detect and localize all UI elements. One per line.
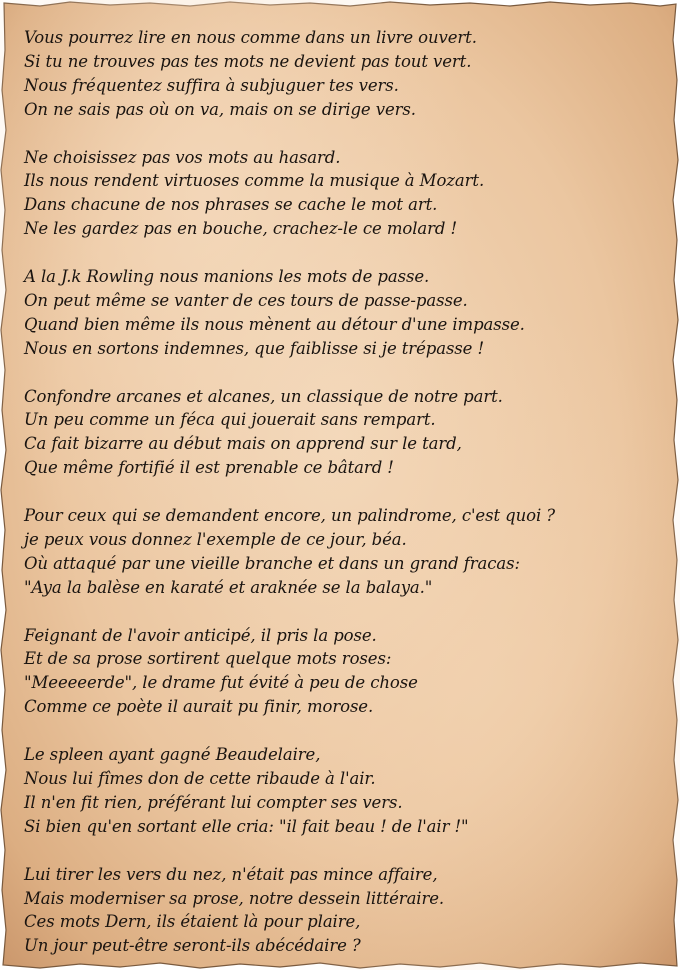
poem-verse: "Meeeeerde", le drame fut évité à peu de chose [24, 673, 418, 693]
poem-verse: Ils nous rendent virtuoses comme la musique à Mozart. [24, 171, 485, 191]
poem-stanza [24, 265, 664, 361]
poem-verse: Un peu comme un féca qui jouerait sans rempart. [24, 410, 436, 430]
poem-verse: Un jour peut-être seront-ils abécédaire ? [24, 936, 361, 956]
poem-verse: Feignant de l'avoir anticipé, il pris la pose. [24, 625, 377, 645]
poem-verse: Dans chacune de nos phrases se cache le mot art. [24, 195, 438, 215]
poem-verse: On ne sais pas où on va, mais on se dirige vers. [24, 99, 416, 119]
poem-stanza [24, 863, 664, 959]
poem-verse: Ne choisissez pas vos mots au hasard. [24, 147, 341, 167]
poem-stanza [24, 624, 664, 720]
poem-verse: Ne les gardez pas en bouche, crachez-le ce molard ! [24, 219, 458, 239]
poem-verse: Nous en sortons indemnes, que faiblisse si je trépasse ! [24, 338, 485, 358]
poem-stanza [24, 504, 664, 600]
poem-verse: A la J.k Rowling nous manions les mots de passe. [24, 267, 430, 287]
poem-verse: Le spleen ayant gagné Beaudelaire, [24, 745, 321, 765]
poem-verse: On peut même se vanter de ces tours de passe-passe. [24, 290, 468, 310]
poem-verse: je peux vous donnez l'exemple de ce jour, béa. [24, 529, 407, 549]
poem-verse: Ca fait bizarre au début mais on apprend sur le tard, [24, 434, 462, 454]
poem-verse: Quand bien même ils nous mènent au détour d'une impasse. [24, 314, 525, 334]
poem-verse: Nous fréquentez suffira à subjuguer tes vers. [24, 75, 399, 95]
poem-verse: "Aya la balèse en karaté et araknée se la balaya." [24, 577, 433, 597]
poem-verse: Comme ce poète il aurait pu finir, morose. [24, 697, 374, 717]
poem-verse: Nous lui fîmes don de cette ribaude à l'air. [24, 769, 376, 788]
poem-stanza [24, 743, 664, 839]
poem-verse: Lui tirer les vers du nez, n'était pas mince affaire, [24, 864, 438, 884]
poem-verse: Que même fortifié il est prenable ce bâtard ! [24, 458, 394, 478]
poem-stanza [24, 146, 664, 242]
poem-stanza [24, 26, 664, 122]
poem-verse: Si bien qu'en sortant elle cria: "il fait beau ! de l'air !" [24, 816, 469, 836]
poem-verse: Confondre arcanes et alcanes, un classique de notre part. [24, 386, 503, 406]
poem-stanza [24, 385, 664, 481]
poem-verse: Il n'en fit rien, préférant lui compter ses vers. [24, 792, 403, 812]
poem-verse: Si tu ne trouves pas tes mots ne devient pas tout vert. [24, 51, 472, 71]
poem-verse: Et de sa prose sortirent quelque mots roses: [24, 649, 392, 669]
poem-verse: Vous pourrez lire en nous comme dans un livre ouvert. [24, 28, 477, 47]
poem-verse: Mais moderniser sa prose, notre dessein littéraire. [24, 888, 445, 908]
poem-verse: Ces mots Dern, ils étaient là pour plaire, [24, 912, 361, 932]
poem-verse: Pour ceux qui se demandent encore, un palindrome, c'est quoi ? [24, 506, 556, 526]
poem-text [24, 26, 664, 958]
poem-verse: Où attaqué par une vieille branche et dans un grand fracas: [24, 553, 520, 573]
